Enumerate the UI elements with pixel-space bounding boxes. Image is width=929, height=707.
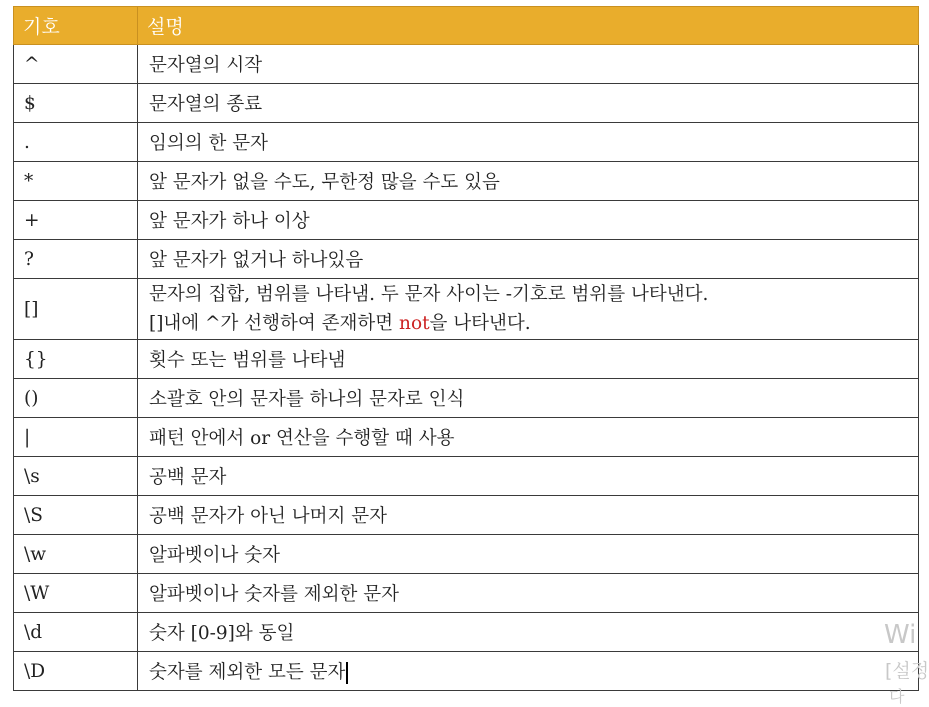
windows-activation-watermark-settings: [설정 (885, 660, 929, 682)
table-header-row (14, 7, 919, 45)
symbol-cell: {} (14, 340, 138, 379)
symbol-cell: | (14, 418, 138, 457)
description-cell: 숫자 [0-9]와 동일 (138, 613, 919, 652)
description-cell: 앞 문자가 없을 수도, 무한정 많을 수도 있음 (138, 162, 919, 201)
symbol-cell: \D (14, 652, 138, 691)
description-cell: 공백 문자가 아닌 나머지 문자 (138, 496, 919, 535)
description-cell: 문자열의 종료 (138, 84, 919, 123)
table-row (14, 123, 919, 162)
description-cell (138, 279, 919, 340)
description-cell: 횟수 또는 범위를 나타냄 (138, 340, 919, 379)
header-symbol: 기호 (14, 7, 138, 45)
table-row (14, 45, 919, 84)
description-cell: 소괄호 안의 문자를 하나의 문자로 인식 (138, 379, 919, 418)
description-cell: 앞 문자가 하나 이상 (138, 201, 919, 240)
header-description: 설명 (138, 7, 919, 45)
table-row (14, 240, 919, 279)
table-row (14, 496, 919, 535)
symbol-cell: . (14, 123, 138, 162)
symbol-cell: [] (14, 279, 138, 340)
symbol-cell: + (14, 201, 138, 240)
not-highlight: not (399, 313, 430, 334)
table-row (14, 574, 919, 613)
table-row (14, 162, 919, 201)
table-row (14, 652, 919, 691)
description-cell: 임의의 한 문자 (138, 123, 919, 162)
regex-symbol-table (13, 6, 919, 691)
symbol-cell: ^ (14, 45, 138, 84)
last-description-text: 숫자를 제외한 모든 문자 (149, 662, 346, 683)
description-cell: 알파벳이나 숫자 (138, 535, 919, 574)
description-cell: 앞 문자가 없거나 하나있음 (138, 240, 919, 279)
symbol-cell: \d (14, 613, 138, 652)
table-row (14, 279, 919, 340)
symbol-cell: $ (14, 84, 138, 123)
description-line-1: 문자의 집합, 범위를 나타냄. 두 문자 사이는 -기호로 범위를 나타낸다. (149, 284, 709, 305)
description-cell: 공백 문자 (138, 457, 919, 496)
table-row (14, 457, 919, 496)
table-row (14, 613, 919, 652)
table-row (14, 201, 919, 240)
table-row (14, 418, 919, 457)
table-row (14, 535, 919, 574)
symbol-cell: \s (14, 457, 138, 496)
description-cell: 패턴 안에서 or 연산을 수행할 때 사용 (138, 418, 919, 457)
symbol-cell: ? (14, 240, 138, 279)
symbol-cell: * (14, 162, 138, 201)
symbol-cell: \w (14, 535, 138, 574)
text-cursor (346, 662, 348, 684)
symbol-cell: \W (14, 574, 138, 613)
windows-activation-watermark: Wi (884, 620, 917, 650)
table-row (14, 340, 919, 379)
symbol-cell: () (14, 379, 138, 418)
description-cell[interactable] (138, 652, 919, 691)
table-row (14, 84, 919, 123)
windows-activation-watermark-line3: 다 (889, 687, 905, 706)
table-row (14, 379, 919, 418)
description-line-2-pre: []내에 ^가 선행하여 존재하면 (149, 313, 400, 334)
description-line-2 (149, 309, 918, 338)
description-line-2-post: 을 나타낸다. (429, 313, 531, 334)
description-cell: 알파벳이나 숫자를 제외한 문자 (138, 574, 919, 613)
description-cell: 문자열의 시작 (138, 45, 919, 84)
symbol-cell: \S (14, 496, 138, 535)
